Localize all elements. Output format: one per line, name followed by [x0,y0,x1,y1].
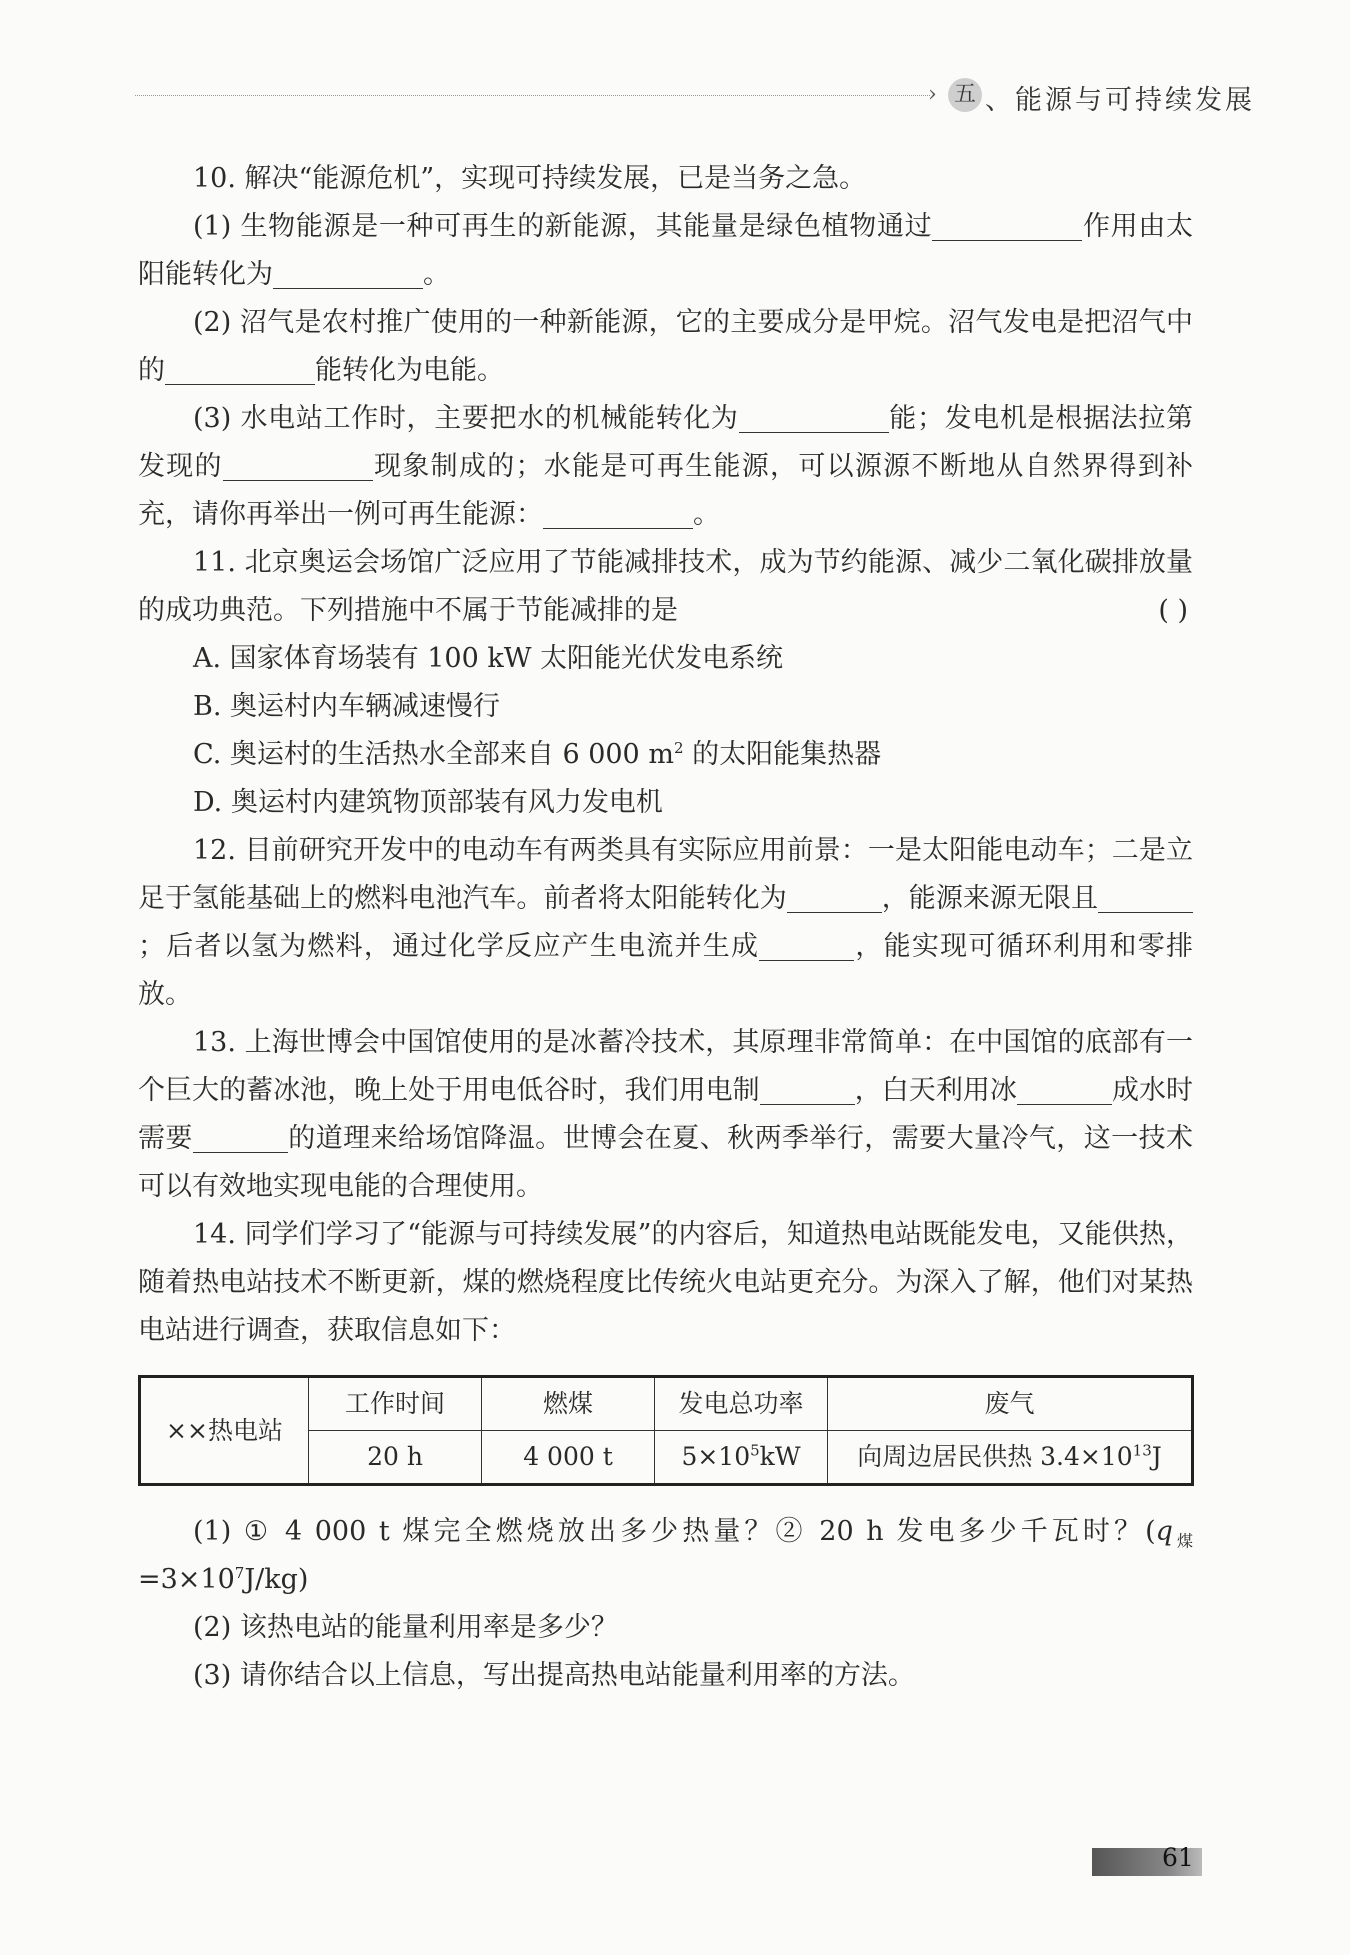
q10-stem: 10. 解决“能源危机”，实现可持续发展，已是当务之急。 [193,163,867,194]
chapter-number-badge: 五 [948,78,982,112]
table-cell: 20 h [309,1431,482,1485]
q11-option-c: C. 奥运村的生活热水全部来自 6 000 $m^2$ 的太阳能集热器 [193,739,882,770]
table-header-cell: 发电总功率 [655,1377,828,1431]
q10-part3: (3) 水电站工作时，主要把水的机械能转化为 能；发电机是根据法拉第发现的 现象制成的；水能是可再生能源，可以源源不断地从自然界得到补充，请你再举出一例可再生能源： 。 [138,395,1193,539]
answer-blank[interactable] [739,400,889,433]
page-content [138,155,1193,1700]
answer-blank[interactable] [193,1120,288,1153]
table-header-cell: 废气 [828,1377,1193,1431]
q10-part2: (2) 沼气是农村推广使用的一种新能源，它的主要成分是甲烷。沼气发电是把沼气中的 能转化为电能。 [138,307,1193,386]
q12: 12. 目前研究开发中的电动车有两类具有实际应用前景：一是太阳能电动车；二是立足于氢能基础上的燃料电池汽车。前者将太阳能转化为 ，能源来源无限且；后者以氢为燃料，通过化学反应产生电流并生成 ，能实现可循环利用和零排放。 [138,835,1194,1010]
answer-blank[interactable] [932,208,1082,241]
answer-blank[interactable] [759,928,854,961]
answer-blank[interactable] [760,1072,855,1105]
answer-blank[interactable] [1098,880,1193,913]
q14-stem: 14. 同学们学习了“能源与可持续发展”的内容后，知道热电站既能发电，又能供热，随着热电站技术不断更新，煤的燃烧程度比传统火电站更充分。为深入了解，他们对某热电站进行调查，获取信息如下： [138,1219,1193,1346]
answer-blank[interactable] [787,880,882,913]
q11-stem: 11. 北京奥运会场馆广泛应用了节能减排技术，成为节约能源、减少二氧化碳排放量的成功典范。下列措施中不属于节能减排的是 ( ) [138,539,1193,635]
q13: 13. 上海世博会中国馆使用的是冰蓄冷技术，其原理非常简单：在中国馆的底部有一个巨大的蓄冰池，晚上处于用电低谷时，我们用电制 ，白天利用冰 成水时需要 的道理来给场馆降温。世博会在夏、秋两季举行，需要大量冷气，这一技术可以有效地实现电能的合理使用。 [138,1027,1194,1202]
answer-blank[interactable] [223,448,373,481]
answer-blank[interactable] [273,256,423,289]
q11-option-a: A. 国家体育场装有 100 kW 太阳能光伏发电系统 [193,643,784,674]
q14-sub3: (3) 请你结合以上信息，写出提高热电站能量利用率的方法。 [193,1660,915,1691]
q10-part1: (1) 生物能源是一种可再生的新能源，其能量是绿色植物通过 作用由太阳能转化为 。 [138,203,1193,299]
table-row-header: ××热电站 [140,1377,309,1485]
answer-blank[interactable] [1017,1072,1112,1105]
header-arrow-icon: › [928,82,937,107]
answer-parentheses[interactable]: ( ) [1158,595,1188,626]
table-header-cell: 工作时间 [309,1377,482,1431]
answer-blank[interactable] [543,496,693,529]
q11-option-d: D. 奥运村内建筑物顶部装有风力发电机 [193,787,663,818]
q14-sub2: (2) 该热电站的能量利用率是多少？ [193,1612,618,1643]
answer-blank[interactable] [165,352,315,385]
table-cell: $5\times 10^5kW$ [655,1431,828,1485]
page-number: 61 [1162,1843,1194,1872]
q14-sub1: (1) ① 4 000 t 煤完全燃烧放出多少热量？② 20 h 发电多少千瓦时？$(q_煤=3\times 10^7J/kg)$ [138,1516,1193,1595]
table-cell: 向周边居民供热 $3.4\times 10^{13}J$ [828,1431,1193,1485]
power-station-table [138,1375,1194,1486]
header-dotted-rule [135,95,930,96]
q11-option-b: B. 奥运村内车辆减速慢行 [193,691,501,722]
table-header-cell: 燃煤 [482,1377,655,1431]
table-cell: 4 000 t [482,1431,655,1485]
running-header-title: 、能源与可持续发展 [985,85,1255,116]
